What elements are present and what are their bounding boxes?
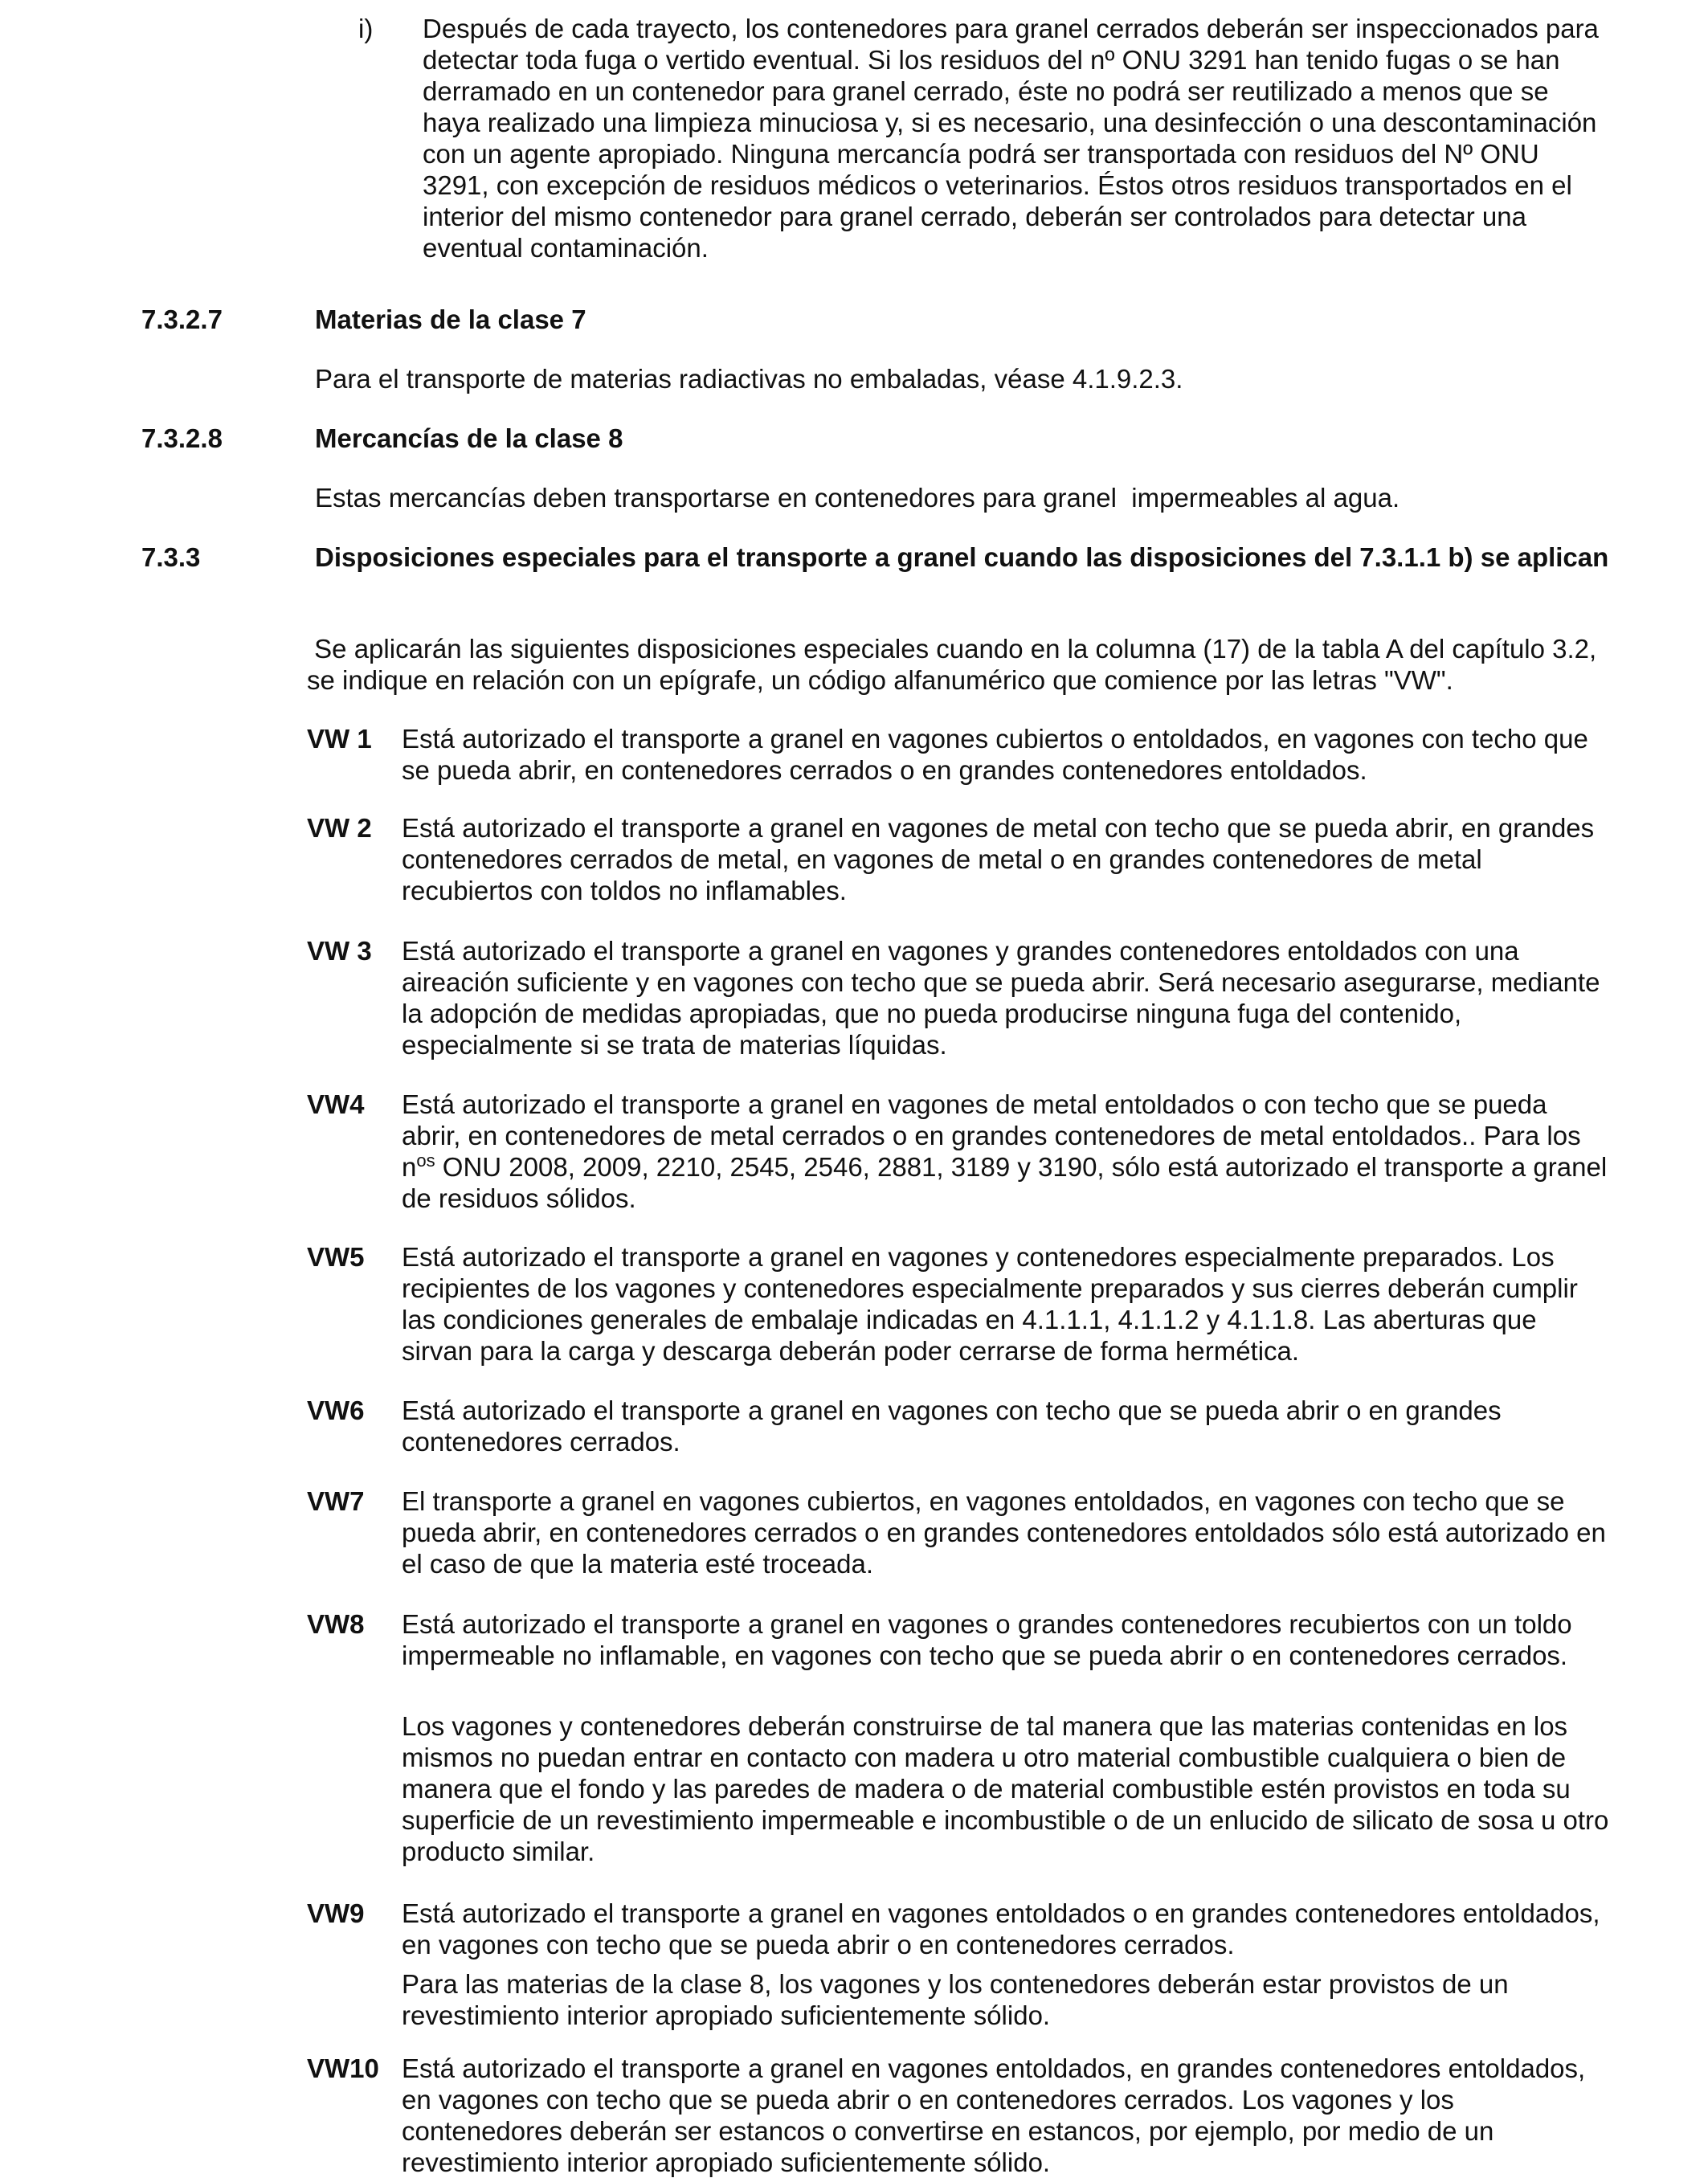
section-733-title: Disposiciones especiales para el transporte a granel cuando las disposiciones del 7.3.1.1 b) se aplican: [315, 542, 1609, 572]
vw8-code: VW8: [307, 1609, 365, 1639]
item-i-text: Después de cada trayecto, los contenedores para granel cerrados deberán ser inspeccionados para detectar toda fuga o vertido eventual. Si los residuos del nº ONU 3291 han tenido fugas o se han derramado en un contenedor para granel cerrado, éste no podrá ser reutilizado a menos que se haya realizado una limpieza minuciosa y, si es necesario, una desinfección o una descontaminación con un agente apropiado. Ninguna mercancía podrá ser transportada con residuos del Nº ONU 3291, con excepción de residuos médicos o veterinarios. Éstos otros residuos transportados en el interior del mismo contenedor para granel cerrado, deberán ser controlados para detectar una eventual contaminación.: [423, 14, 1599, 263]
section-7327-text: Para el transporte de materias radiactivas no embaladas, véase 4.1.9.2.3.: [315, 364, 1183, 394]
section-7328-title: Mercancías de la clase 8: [315, 423, 623, 453]
vw4-text: [402, 1089, 1610, 1214]
vw5-code: VW5: [307, 1242, 365, 1272]
vw6-text: Está autorizado el transporte a granel en vagones con techo que se pueda abrir o en grandes contenedores cerrados.: [402, 1395, 1502, 1457]
section-7328-text: Estas mercancías deben transportarse en contenedores para granel impermeables al agua.: [315, 483, 1400, 513]
vw4-text-sup: os: [416, 1150, 435, 1171]
vw7-code: VW7: [307, 1486, 365, 1516]
vw4-text-a: Está autorizado el transporte a granel en vagones de metal entoldados o con techo que se pueda abrir, en contenedores de metal cerrados o en grandes contenedores de metal entoldados.. Para los n: [402, 1089, 1581, 1182]
vw9-code: VW9: [307, 1898, 365, 1928]
section-7327-title: Materias de la clase 7: [315, 304, 586, 334]
vw3-text: Está autorizado el transporte a granel en vagones y grandes contenedores entoldados con una aireación suficiente y en vagones con techo que se pueda abrir. Será necesario asegurarse, mediante la adopción de medidas apropiadas, que no pueda producirse ninguna fuga del contenido, especialmente si se trata de materias líquidas.: [402, 936, 1600, 1060]
vw1-code: VW 1: [307, 724, 372, 754]
vw4-code: VW4: [307, 1089, 365, 1119]
vw5-text: Está autorizado el transporte a granel en vagones y contenedores especialmente preparados. Los recipientes de los vagones y contenedores especialmente preparados y sus cierres deberán cumplir las condiciones generales de embalaje indicadas en 4.1.1.1, 4.1.1.2 y 4.1.1.8. Las aberturas que sirvan para la carga y descarga deberán poder cerrarse de forma hermética.: [402, 1242, 1578, 1366]
vw1-text: Está autorizado el transporte a granel en vagones cubiertos o entoldados, en vagones con techo que se pueda abrir, en contenedores cerrados o en grandes contenedores entoldados.: [402, 724, 1588, 785]
section-733-number: 7.3.3: [141, 542, 201, 572]
vw2-text: Está autorizado el transporte a granel en vagones de metal con techo que se pueda abrir, en grandes contenedores cerrados de metal, en vagones de metal o en grandes contenedores de metal recubiertos con toldos no inflamables.: [402, 813, 1595, 905]
item-i-label: i): [358, 14, 374, 43]
vw6-code: VW6: [307, 1395, 365, 1425]
section-7327-number: 7.3.2.7: [141, 304, 223, 334]
vw9-text-2: Para las materias de la clase 8, los vagones y los contenedores deberán estar provistos de un revestimiento interior apropiado suficientemente sólido.: [402, 1969, 1509, 2030]
vw3-code: VW 3: [307, 936, 372, 966]
vw8-text-2: Los vagones y contenedores deberán construirse de tal manera que las materias contenidas en los mismos no puedan entrar en contacto con madera u otro material combustible cualquiera o bien de manera que el fondo y las paredes de madera o de material combustible estén provistos en toda su superficie de un revestimiento impermeable e incombustible o de un enlucido de silicato de sosa u otro producto similar.: [402, 1711, 1609, 1866]
vw10-text: Está autorizado el transporte a granel en vagones entoldados, en grandes contenedores entoldados, en vagones con techo que se pueda abrir o en contenedores cerrados. Los vagones y los contenedores deberán ser estancos o convertirse en estancos, por ejemplo, por medio de un revestimiento interior apropiado suficientemente sólido.: [402, 2053, 1586, 2177]
vw10-code: VW10: [307, 2053, 379, 2083]
section-733-intro: Se aplicarán las siguientes disposiciones especiales cuando en la columna (17) de la tabla A del capítulo 3.2, se indique en relación con un epígrafe, un código alfanumérico que comience por las letras "VW".: [307, 634, 1604, 695]
vw9-text: Está autorizado el transporte a granel en vagones entoldados o en grandes contenedores entoldados, en vagones con techo que se pueda abrir o en contenedores cerrados.: [402, 1898, 1600, 1959]
vw2-code: VW 2: [307, 813, 372, 843]
vw7-text: El transporte a granel en vagones cubiertos, en vagones entoldados, en vagones con techo que se pueda abrir, en contenedores cerrados o en grandes contenedores entoldados sólo está autorizado en el caso de que la materia esté troceada.: [402, 1486, 1606, 1579]
vw8-text: Está autorizado el transporte a granel en vagones o grandes contenedores recubiertos con un toldo impermeable no inflamable, en vagones con techo que se pueda abrir o en contenedores cerrados.: [402, 1609, 1572, 1670]
section-7328-number: 7.3.2.8: [141, 423, 223, 453]
vw4-text-b: ONU 2008, 2009, 2210, 2545, 2546, 2881, 3189 y 3190, sólo está autorizado el transporte a granel de residuos sólidos.: [402, 1152, 1608, 1213]
